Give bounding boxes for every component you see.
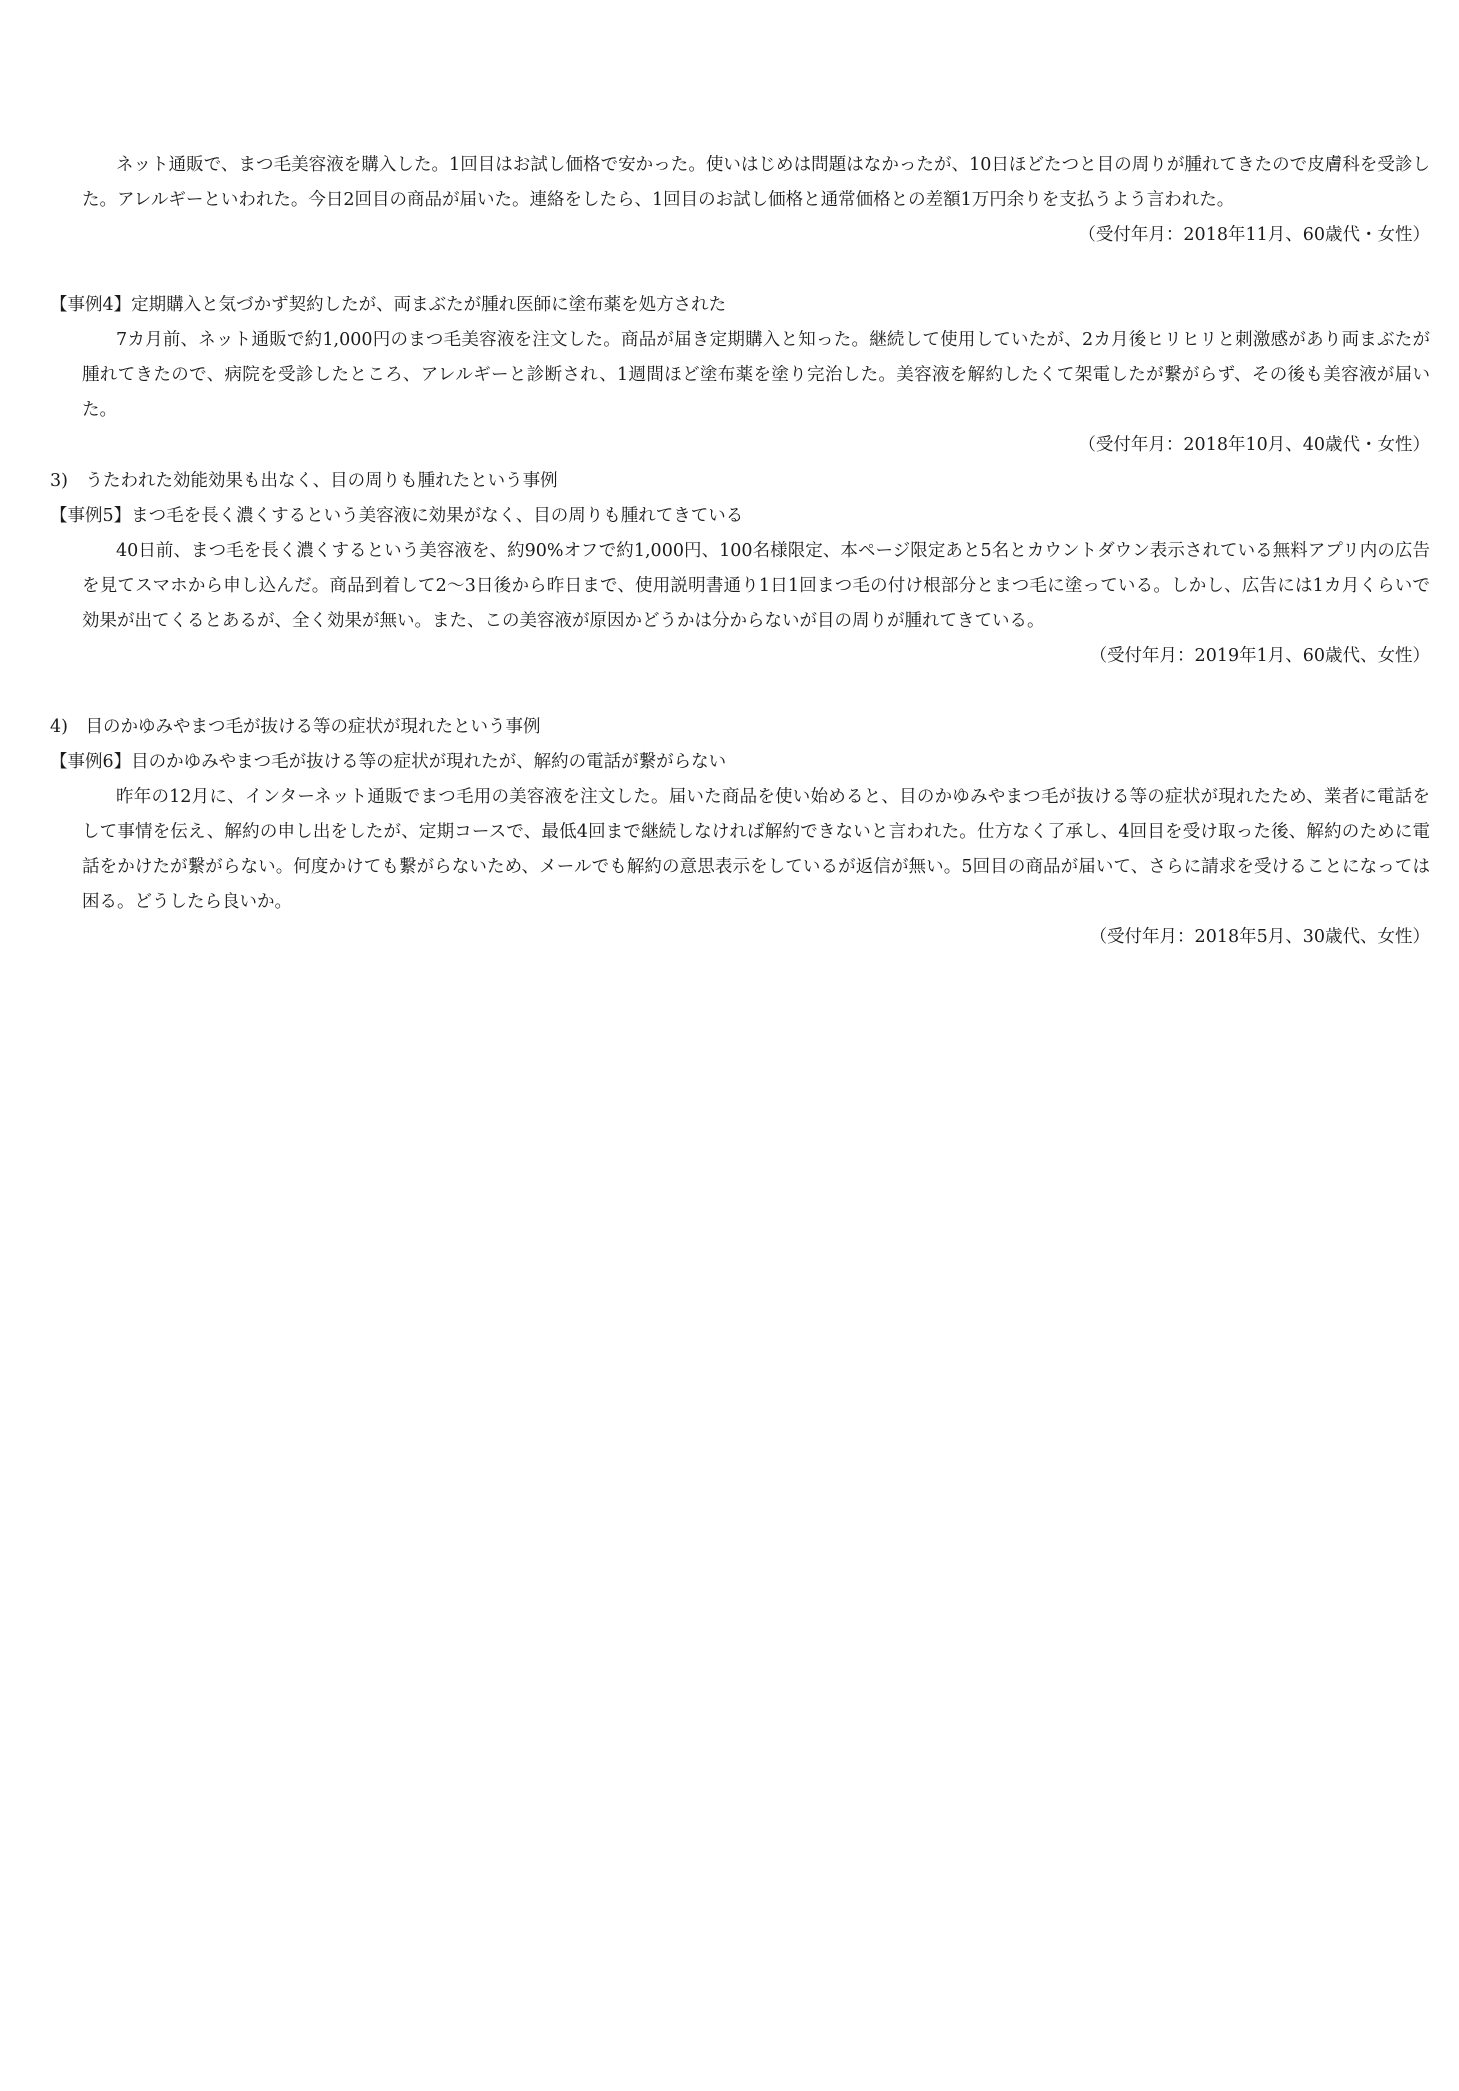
case6-body: 昨年の12月に、インターネット通販でまつ毛用の美容液を注文した。届いた商品を使い始めると、目のかゆみやまつ毛が抜ける等の症状が現れたため、業者に電話をして事情を伝え、解約の申し出をしたが、定期コースで、最低4回まで継続しなければ解約できないと言われた。仕方なく了承し、4回目を受け取った後、解約のために電話をかけたが繋がらない。何度かけても繋がらないため、メールでも解約の意思表示をしているが返信が無い。5回目の商品が届いて、さらに請求を受けることになっては困る。どうしたら良いか。 [82, 787, 1430, 912]
case3-block [50, 148, 1430, 253]
case3-body: ネット通販で、まつ毛美容液を購入した。1回目はお試し価格で安かった。使いはじめは問題はなかったが、10日ほどたつと目の周りが腫れてきたので皮膚科を受診した。アレルギーといわれた。今日2回目の商品が届いた。連絡をしたら、1回目のお試し価格と通常価格との差額1万円余りを支払うよう言われた。 [82, 155, 1430, 210]
case6-received: （受付年月：2018年5月、30歳代、女性） [1089, 927, 1430, 947]
section4-block [50, 710, 1430, 955]
case5-received: （受付年月：2019年1月、60歳代、女性） [1089, 646, 1430, 666]
section3-heading: 3) うたわれた効能効果も出なく、目の周りも腫れたという事例 [50, 471, 558, 491]
case6-title: 【事例6】目のかゆみやまつ毛が抜ける等の症状が現れたが、解約の電話が繋がらない [50, 752, 727, 772]
case3-received: （受付年月：2018年11月、60歳代・女性） [1078, 225, 1430, 245]
case4-body: 7カ月前、ネット通販で約1,000円のまつ毛美容液を注文した。商品が届き定期購入と知った。継続して使用していたが、2カ月後ヒリヒリと刺激感があり両まぶたが腫れてきたので、病院を受診したところ、アレルギーと診断され、1週間ほど塗布薬を塗り完治した。美容液を解約したくて架電したが繋がらず、その後も美容液が届いた。 [82, 330, 1430, 420]
section4-heading: 4) 目のかゆみやまつ毛が抜ける等の症状が現れたという事例 [50, 717, 541, 737]
case4-block [50, 288, 1430, 463]
case5-body: 40日前、まつ毛を長く濃くするという美容液を、約90%オフで約1,000円、100名様限定、本ページ限定あと5名とカウントダウン表示されている無料アプリ内の広告を見てスマホから申し込んだ。商品到着して2〜3日後から昨日まで、使用説明書通り1日1回まつ毛の付け根部分とまつ毛に塗っている。しかし、広告には1カ月くらいで効果が出てくるとあるが、全く効果が無い。また、この美容液が原因かどうかは分からないが目の周りが腫れてきている。 [82, 541, 1430, 631]
case4-title: 【事例4】定期購入と気づかず契約したが、両まぶたが腫れ医師に塗布薬を処方された [50, 295, 727, 315]
case4-received: （受付年月：2018年10月、40歳代・女性） [1078, 435, 1430, 455]
section3-block [50, 464, 1430, 674]
case5-title: 【事例5】まつ毛を長く濃くするという美容液に効果がなく、目の周りも腫れてきている [50, 506, 744, 526]
